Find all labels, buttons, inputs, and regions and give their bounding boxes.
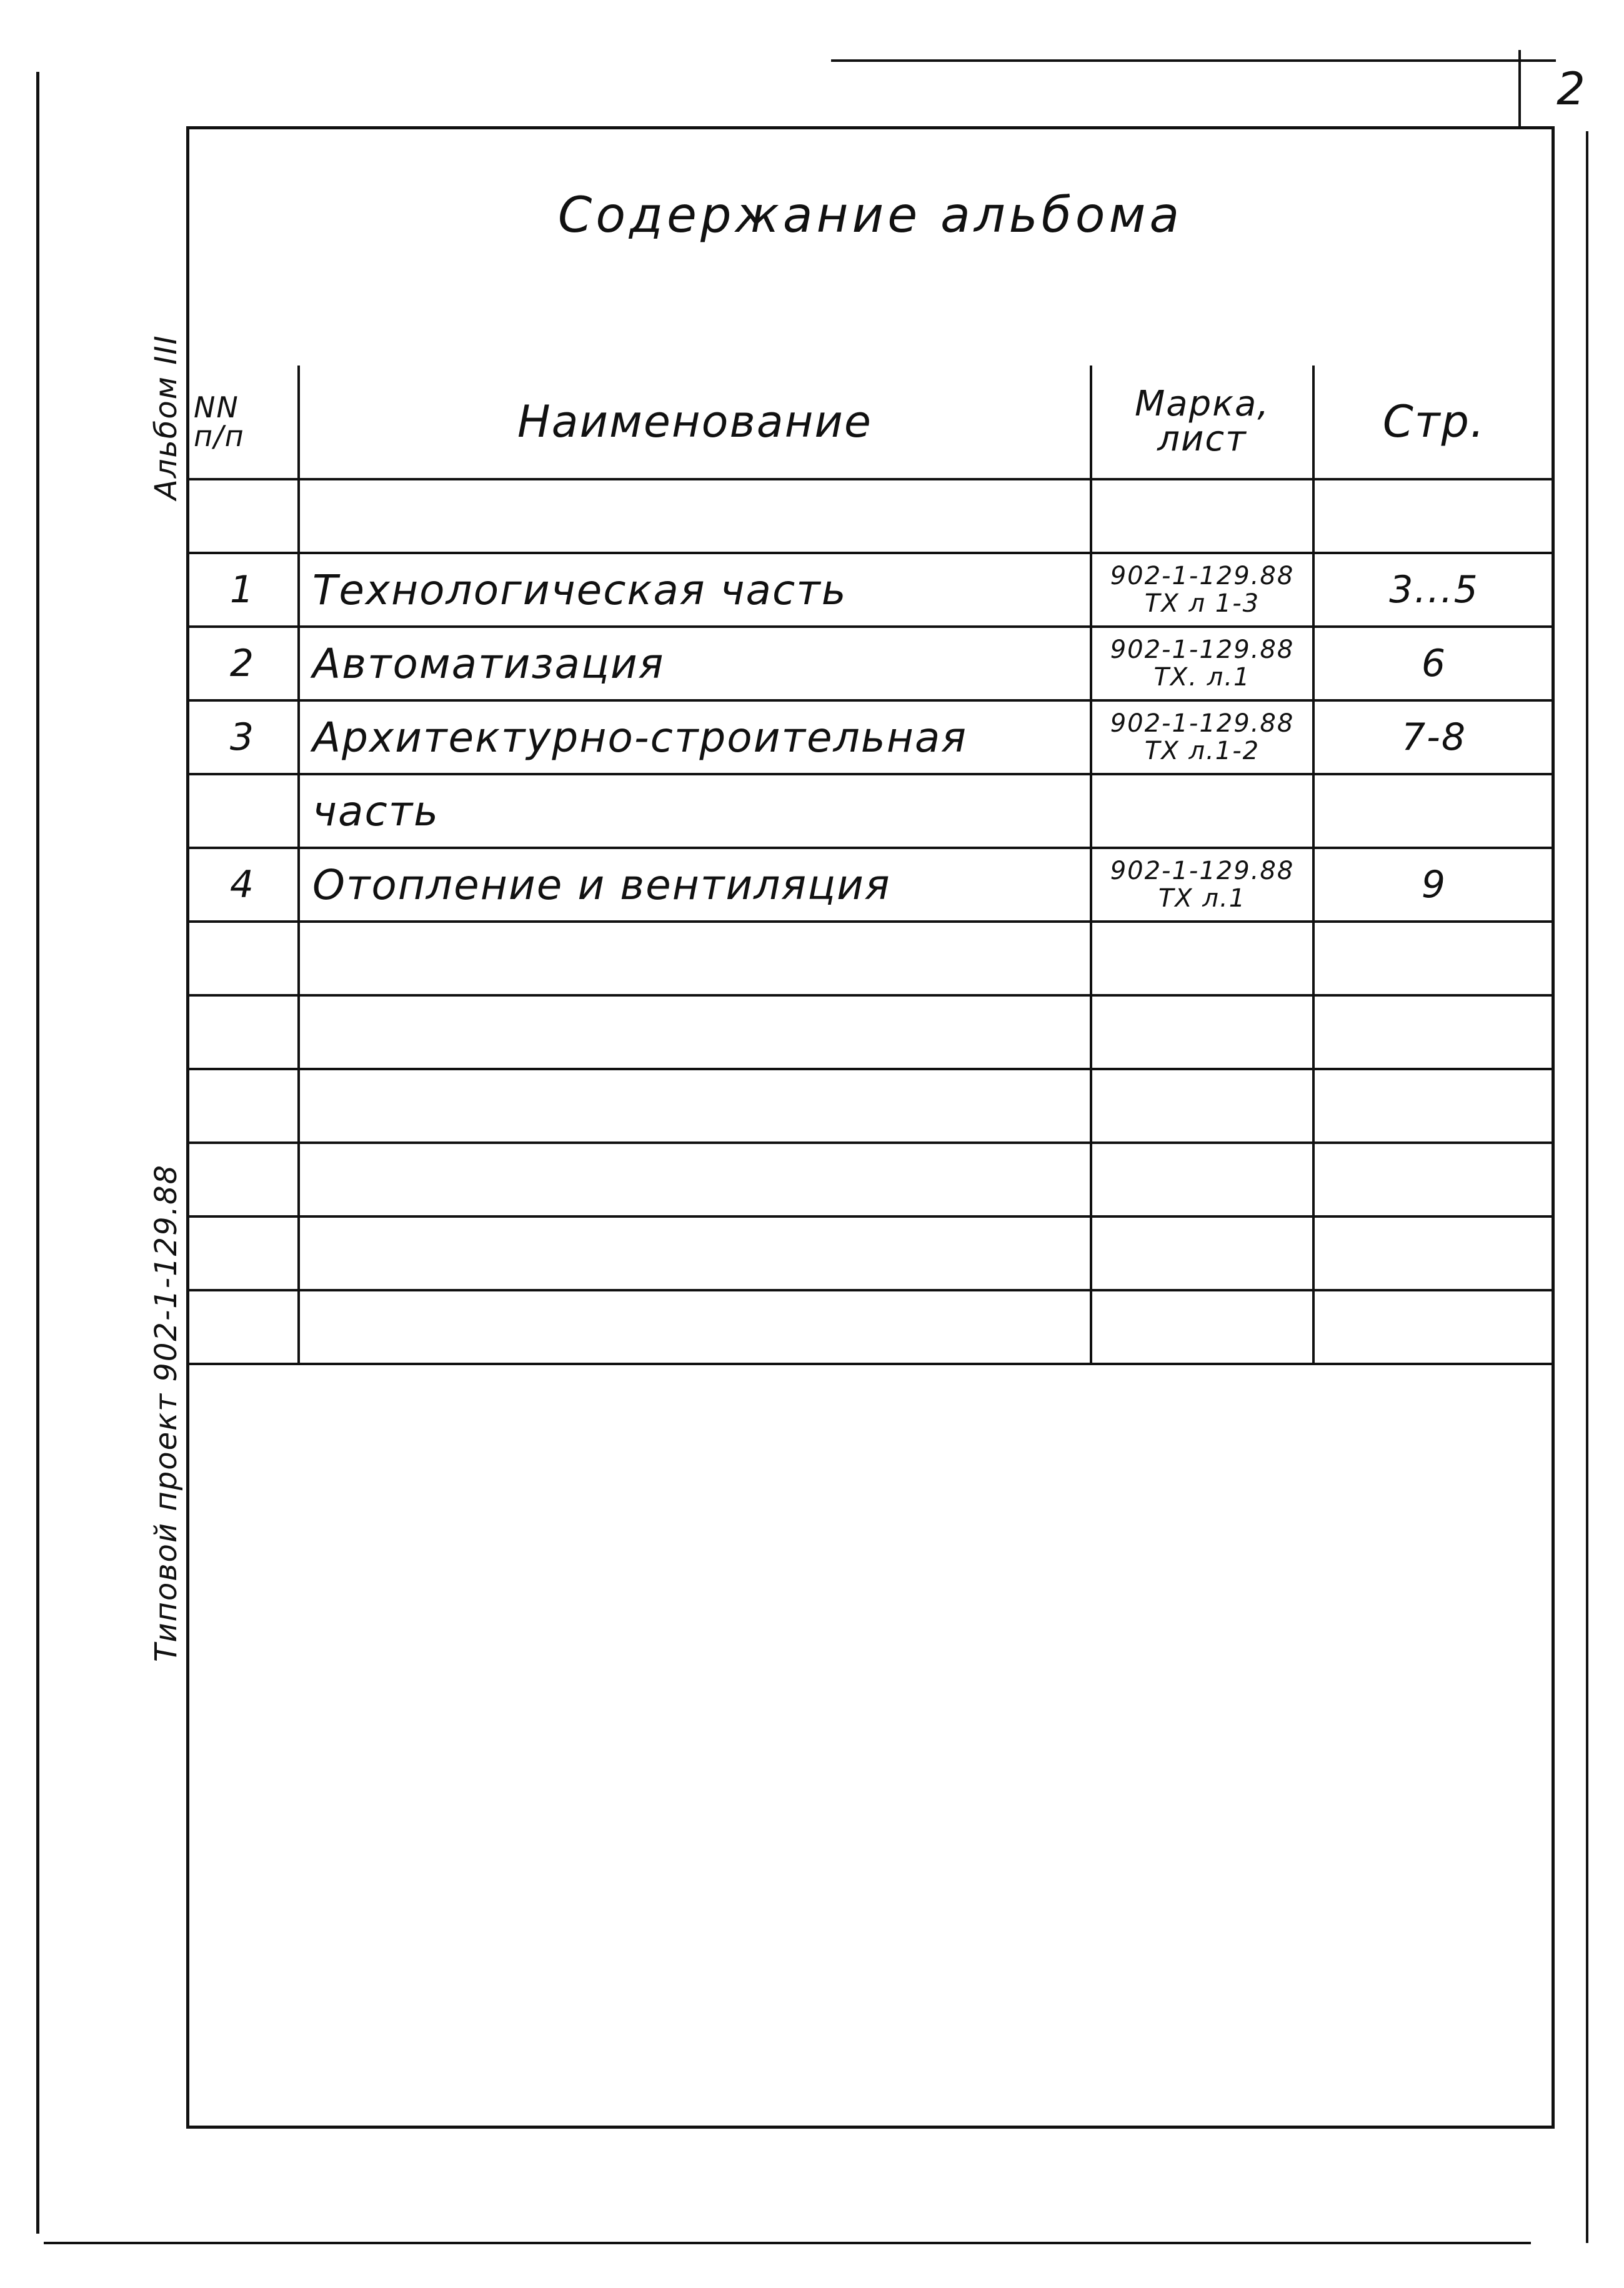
row-mark-line2: ТХ л.1-2 bbox=[1144, 737, 1260, 765]
row-page bbox=[1313, 479, 1553, 553]
table-header-row bbox=[187, 366, 1553, 479]
table-row bbox=[187, 1290, 1553, 1364]
row-mark-line1: 902-1-129.88 bbox=[1110, 857, 1295, 885]
row-mark-line1: 902-1-129.88 bbox=[1110, 709, 1295, 738]
row-name: часть bbox=[299, 774, 1091, 848]
sheet-number-divider bbox=[1518, 50, 1521, 126]
row-number bbox=[187, 995, 299, 1069]
row-name bbox=[299, 995, 1091, 1069]
row-name bbox=[299, 922, 1091, 995]
row-page: 7-8 bbox=[1313, 700, 1553, 774]
row-name bbox=[299, 479, 1091, 553]
row-page: 6 bbox=[1313, 627, 1553, 700]
row-mark bbox=[1091, 1290, 1313, 1364]
page-title: Содержание альбома bbox=[557, 187, 1183, 244]
row-name: Отопление и вентиляция bbox=[299, 848, 1091, 922]
table-row bbox=[187, 774, 1553, 848]
row-mark-line1: 902-1-129.88 bbox=[1110, 635, 1295, 664]
row-name: Автоматизация bbox=[299, 627, 1091, 700]
row-number bbox=[187, 774, 299, 848]
row-number bbox=[187, 1069, 299, 1143]
row-mark bbox=[1091, 774, 1313, 848]
row-number: 2 bbox=[187, 627, 299, 700]
row-number bbox=[187, 479, 299, 553]
table-row bbox=[187, 479, 1553, 553]
row-number: 3 bbox=[187, 700, 299, 774]
top-border-line bbox=[831, 59, 1556, 62]
row-number: 4 bbox=[187, 848, 299, 922]
bottom-margin-line bbox=[44, 2242, 1531, 2244]
row-page bbox=[1313, 995, 1553, 1069]
row-number bbox=[187, 922, 299, 995]
table-row bbox=[187, 627, 1553, 700]
row-mark bbox=[1091, 1143, 1313, 1216]
row-name bbox=[299, 1143, 1091, 1216]
row-mark bbox=[1091, 995, 1313, 1069]
table-row bbox=[187, 553, 1553, 627]
header-name: Наименование bbox=[299, 366, 1091, 479]
row-mark-line2: ТХ л 1-3 bbox=[1144, 589, 1260, 618]
table-row bbox=[187, 1216, 1553, 1290]
header-number: NN п/п bbox=[187, 366, 299, 479]
row-name bbox=[299, 1290, 1091, 1364]
row-page bbox=[1313, 774, 1553, 848]
row-mark bbox=[1091, 1216, 1313, 1290]
row-name bbox=[299, 1069, 1091, 1143]
row-page bbox=[1313, 1290, 1553, 1364]
row-page bbox=[1313, 1143, 1553, 1216]
album-label: Альбом III bbox=[149, 334, 184, 500]
row-name bbox=[299, 1216, 1091, 1290]
row-mark bbox=[1091, 627, 1313, 700]
row-page: 3...5 bbox=[1313, 553, 1553, 627]
contents-table bbox=[187, 366, 1553, 1365]
row-number bbox=[187, 1290, 299, 1364]
sheet-number: 2 bbox=[1557, 62, 1587, 115]
row-page bbox=[1313, 1216, 1553, 1290]
table-row bbox=[187, 995, 1553, 1069]
row-mark bbox=[1091, 479, 1313, 553]
row-number bbox=[187, 1216, 299, 1290]
row-page: 9 bbox=[1313, 848, 1553, 922]
row-mark-line1: 902-1-129.88 bbox=[1110, 562, 1295, 590]
right-margin-line bbox=[1586, 131, 1588, 2243]
left-margin-line bbox=[36, 72, 39, 2234]
row-number: 1 bbox=[187, 553, 299, 627]
row-mark bbox=[1091, 1069, 1313, 1143]
row-mark bbox=[1091, 700, 1313, 774]
table-row bbox=[187, 1069, 1553, 1143]
row-mark bbox=[1091, 922, 1313, 995]
project-label: Типовой проект 902-1-129.88 bbox=[149, 1163, 184, 1662]
table-row bbox=[187, 700, 1553, 774]
row-name: Технологическая часть bbox=[299, 553, 1091, 627]
row-page bbox=[1313, 1069, 1553, 1143]
header-page: Стр. bbox=[1313, 366, 1553, 479]
row-mark bbox=[1091, 553, 1313, 627]
row-mark-line2: ТХ. л.1 bbox=[1153, 663, 1251, 692]
table-row bbox=[187, 922, 1553, 995]
header-mark: Марка, лист bbox=[1091, 366, 1313, 479]
table-row bbox=[187, 1143, 1553, 1216]
row-mark-line2: ТХ л.1 bbox=[1158, 884, 1247, 913]
row-name: Архитектурно-строительная bbox=[299, 700, 1091, 774]
row-number bbox=[187, 1143, 299, 1216]
table-row bbox=[187, 848, 1553, 922]
row-page bbox=[1313, 922, 1553, 995]
row-mark bbox=[1091, 848, 1313, 922]
